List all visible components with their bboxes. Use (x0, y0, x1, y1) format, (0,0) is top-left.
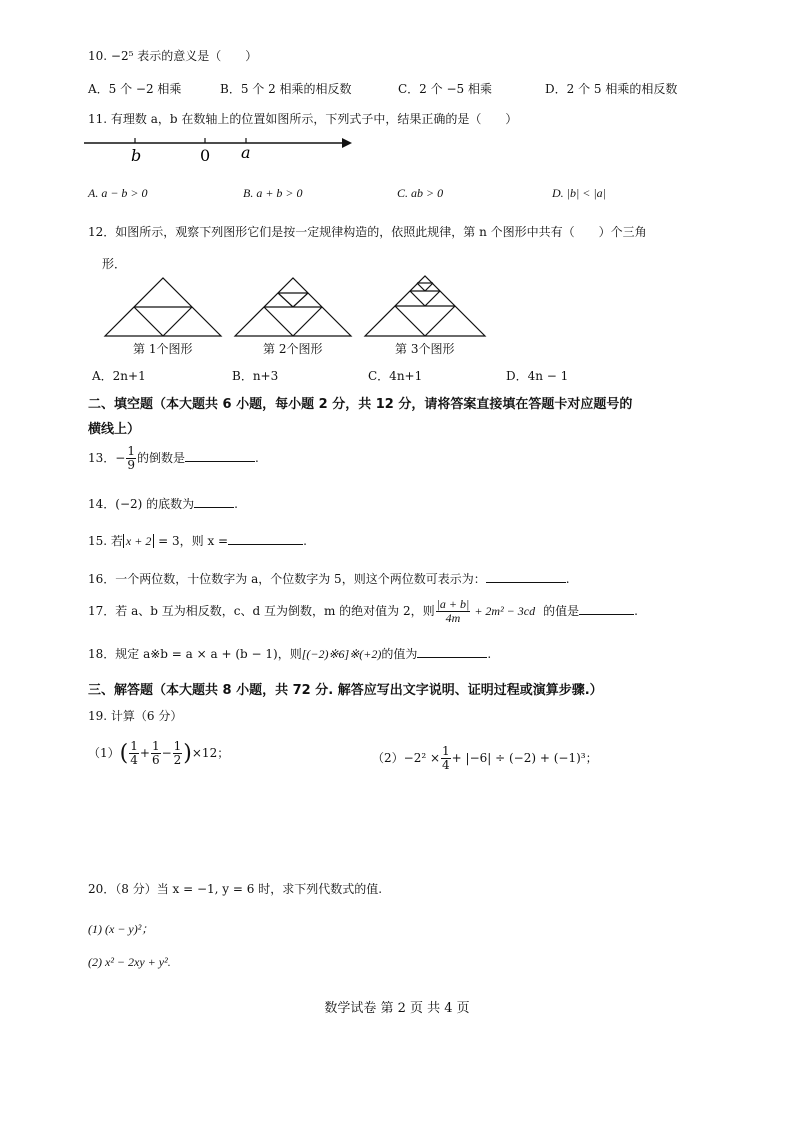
q10-stem: 10. −2⁵ 表示的意义是（ ） (88, 49, 258, 63)
q10-option-a: A．5 个 −2 相乘 (88, 82, 182, 96)
q17-answer-blank[interactable] (579, 602, 634, 615)
q12-option-d: D．4n − 1 (506, 369, 569, 383)
q17-denominator: 4m (445, 611, 461, 625)
q20-part1: (1) (x − y)²； (88, 922, 154, 936)
q10-option-b: B．5 个 2 相乘的相反数 (220, 82, 352, 96)
q16-answer-blank[interactable] (486, 570, 566, 583)
q11-option-c: C. ab > 0 (397, 186, 444, 200)
q19-p1-op-1: + (139, 746, 150, 760)
q19-part2 (372, 745, 598, 772)
q18-suffix: 的值为 (381, 647, 418, 661)
section-3-title: 三、解答题（本大题共 8 小题，共 72 分. 解答应写出文字说明、证明过程或演算步骤.） (88, 683, 603, 698)
q10-option-d: D．2 个 5 相乘的相反数 (545, 82, 678, 96)
q19-p2-frac: $\frac{1}{4}$ (442, 744, 450, 772)
q18 (88, 645, 491, 662)
figure-3 (365, 276, 485, 336)
q14-answer-blank[interactable] (194, 495, 234, 508)
page-footer: 数学试卷 第 2 页 共 4 页 (324, 1001, 470, 1016)
q17-prefix: 17．若 a、b 互为相反数，c、d 互为倒数，m 的绝对值为 2，则 (88, 604, 435, 618)
q12-stem-line2: 形． (102, 257, 127, 271)
q17-numerator: |a + b| (436, 597, 470, 611)
q18-answer-blank[interactable] (417, 645, 487, 658)
q17-fraction (436, 598, 471, 625)
q15-abs-expr: x + 2 (123, 534, 154, 548)
q17-end: . (634, 604, 638, 618)
q13: 13．− $\frac{1}{9}$ 的倒数是 . (88, 444, 259, 472)
q18-prefix: 18．规定 a※b = a × a + (b − 1)，则 (88, 647, 302, 661)
q14 (88, 495, 238, 512)
figure-3-caption: 第 3个图形 (395, 342, 455, 356)
number-line-figure (80, 130, 360, 175)
figure-2-caption: 第 2个图形 (263, 342, 323, 356)
q16-text: 16．一个两位数，十位数字为 a，个位数字为 5，则这个两位数可表示为： (88, 572, 486, 586)
q16 (88, 570, 570, 587)
q13-answer-blank[interactable] (185, 449, 255, 462)
q19-p1-frac-2: $\frac{1}{6}$ (151, 739, 160, 767)
figure-1-caption: 第 1个图形 (133, 342, 193, 356)
q15-suffix: . (303, 534, 307, 548)
q19-part1-label: （1） (88, 746, 120, 760)
q15-prefix: 15. 若 (88, 534, 123, 548)
q18-end: . (487, 647, 492, 661)
q13-numerator: 1 (127, 444, 135, 458)
figure-2 (235, 278, 351, 336)
q12-option-c: C．4n+1 (368, 369, 423, 383)
q20-stem: 20．（8 分）当 x = −1, y = 6 时，求下列代数式的值. (88, 882, 383, 896)
q19-p1-frac-3: $\frac{1}{2}$ (173, 739, 182, 767)
figure-1 (105, 278, 221, 336)
q14-prefix: 14．(−2) 的底数为 (88, 497, 195, 511)
q17-expr: + 2m² − 3cd (471, 604, 536, 618)
section-2-title-line1: 二、填空题（本大题共 6 小题，每小题 2 分，共 12 分，请将答案直接填在答题卡对应题号的 (88, 397, 633, 412)
triangle-pattern-figures (95, 262, 500, 342)
q11-option-d: D. |b| < |a| (552, 186, 606, 200)
q13-fraction (126, 445, 136, 472)
q15-answer-blank[interactable] (228, 532, 303, 545)
q11-stem: 11. 有理数 a，b 在数轴上的位置如图所示，下列式子中，结果正确的是（ ） (88, 112, 518, 126)
section-2-title-line2: 横线上） (88, 422, 141, 437)
q13-prefix: 13．− (88, 451, 126, 465)
q12-option-b: B．n+3 (232, 369, 279, 383)
q19-part2-tail: + |−6| ÷ (−2) + (−1)³； (451, 751, 598, 765)
q12-option-a: A．2n+1 (92, 369, 146, 383)
q19-p1-frac-1: $\frac{1}{4}$ (130, 739, 138, 767)
q15-middle: = 3，则 x = (154, 534, 229, 548)
number-line-arrow (342, 138, 352, 148)
q19-part1: （1）( $\frac{1}{4}$ + $\frac{1}{6}$ − $\frac{1}{2}$ )×12； (88, 739, 230, 767)
axis-label-a: a (241, 143, 251, 162)
q11-option-a: A. a − b > 0 (88, 186, 148, 200)
axis-label-zero: 0 (200, 146, 211, 165)
q18-expr: [(−2)※6]※(+2) (301, 647, 382, 661)
q14-suffix: . (234, 497, 238, 511)
q19-part1-tail: ×12； (191, 746, 230, 760)
q11-option-b: B. a + b > 0 (243, 186, 303, 200)
q19-stem: 19. 计算（6 分） (88, 709, 183, 723)
q12-stem-line1: 12．如图所示，观察下列图形它们是按一定规律构造的，依照此规律，第 n 个图形中共有（ ）个三角 (88, 225, 647, 239)
q19-part2-label: （2）−2² × (372, 751, 441, 765)
q17 (88, 598, 638, 625)
q17-suffix: 的值是 (543, 604, 580, 618)
q13-suffix: 的倒数是 (136, 451, 185, 465)
q19-p1-op-2: − (161, 746, 172, 760)
q20-part2: (2) x² − 2xy + y². (88, 955, 171, 969)
q13-denominator: 9 (127, 458, 135, 472)
q16-suffix: . (565, 572, 570, 586)
axis-label-b: b (131, 146, 142, 165)
q15 (88, 532, 307, 549)
q10-option-c: C．2 个 −5 相乘 (398, 82, 492, 96)
